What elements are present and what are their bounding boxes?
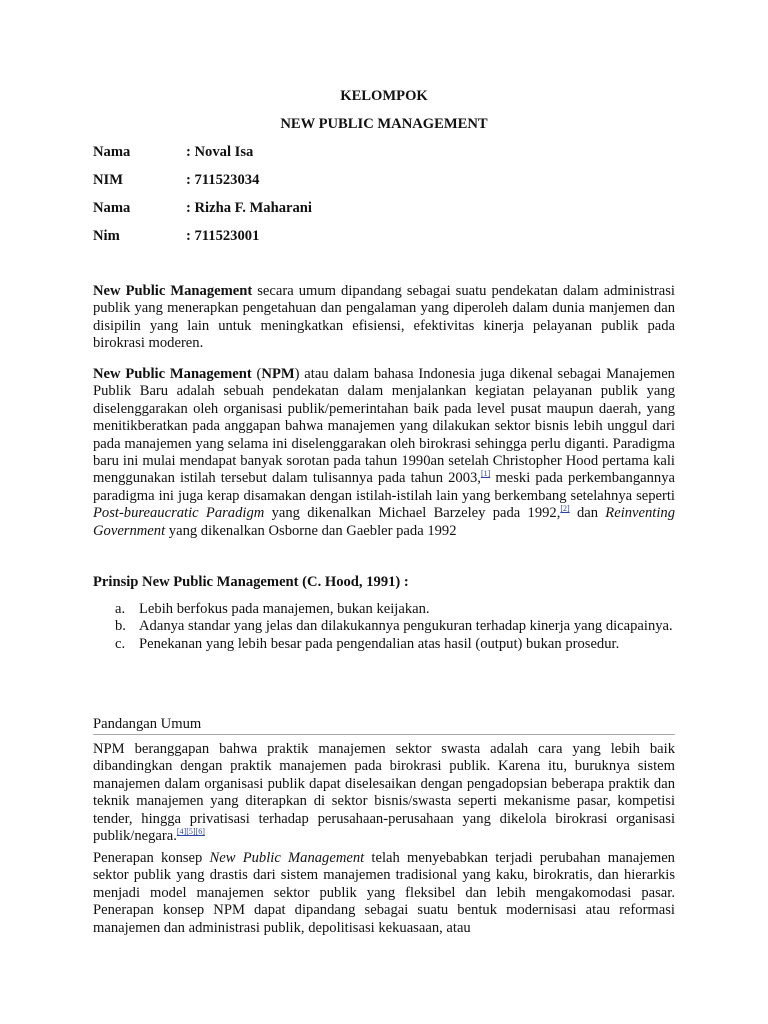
principles-list (93, 601, 675, 653)
section-heading: Pandangan Umum (93, 716, 675, 735)
implementation-paragraph (93, 850, 675, 937)
list-item (93, 601, 675, 618)
paragraph-text: NPM beranggapan bahwa praktik manajemen sektor swasta adalah cara yang lebih baik dibandingkan dengan praktik manajemen pada birokrasi publik. Karena itu, buruknya sistem manajemen dalam organisasi publik dapat diselesaikan dengan pengadopsian beberapa praktik dan teknik manajemen yang diterapkan di sektor bisnis/swasta seperti mekanisme pasar, kompetisi tender, hingga privatisasi terhadap perusahaan-perusahaan yang dikelola birokrasi organisasi publik/negara. (93, 741, 675, 845)
document-subtitle: NEW PUBLIC MANAGEMENT (280, 116, 488, 132)
footnote-links[interactable]: [4][5][6] (176, 827, 205, 837)
definition-paragraph: New Public Management (NPM) atau dalam bahasa Indonesia juga dikenal sebagai Manajemen Publik Baru adalah sebuah pendekatan dalam menjalankan kegiatan pelayanan publik yang diselenggarakan oleh organisasi publik/pemerintahan baik pada level pusat maupun daerah, yang menitikberatkan pada anggapan bahwa manajemen yang dilakukan sektor bisnis lebih unggul dari pada manajemen yang selama ini diselenggarakan oleh birokrasi sehingga perlu diganti. Paradigma baru ini mulai mendapat banyak sorotan pada tahun 1990an setelah Christopher Hood pertama kali menggunakan istilah tersebut dalam tulisannya pada tahun 2003,[1] meski pada perkembangannya paradigma ini juga kerap disamakan dengan istilah-istilah lain yang berkembang setelahnya seperti Post-bureaucratic Paradigm yang dikenalkan Michael Barzeley pada 1992,[2] dan Reinventing Government yang dikenalkan Osborne dan Gaebler pada 1992 (93, 366, 675, 539)
npm-abbreviation: NPM (261, 366, 295, 382)
list-item (93, 636, 675, 653)
member-label: NIM (93, 172, 123, 188)
member-value: : Noval Isa (186, 144, 254, 160)
npm-term: New Public Management (93, 283, 253, 299)
member-row (93, 200, 312, 217)
member-label: Nim (93, 228, 120, 244)
member-value: : 711523001 (186, 228, 260, 244)
paragraph-text: dan (569, 505, 606, 522)
list-item (93, 618, 675, 635)
list-marker: b. (115, 618, 126, 635)
paragraph-text: secara umum dipandang sebagai suatu pendekatan dalam administrasi publik yang menerapkan pengetahuan dan pengalaman yang diperoleh dalam dunia manjemen dan disipilin yang lain untuk meningkatkan efisiensi, efektivitas kinerja pelayanan publik pada birokrasi moderen. (93, 283, 675, 352)
paragraph-text: meski pada perkembangannya paradigma ini juga kerap disamakan dengan istilah-istilah lain yang berkembang setelahnya seperti (93, 470, 675, 504)
intro-paragraph (93, 283, 675, 353)
member-value: : Rizha F. Maharani (186, 200, 312, 216)
paragraph-text: Penerapan konsep (93, 850, 210, 866)
document-title: KELOMPOK (340, 88, 428, 104)
italic-term: Post-bureaucratic Paradigm (93, 505, 265, 522)
npm-term: New Public Management (93, 366, 252, 382)
list-item-text: Penekanan yang lebih besar pada pengendalian atas hasil (output) bukan prosedur. (139, 635, 620, 652)
list-item-text: Lebih berfokus pada manajemen, bukan keijakan. (139, 601, 430, 617)
paragraph-text: atau dalam bahasa Indonesia juga dikenal sebagai Manajemen Publik Baru adalah sebuah pendekatan dalam menjalankan kegiatan pelayanan publik yang diselenggarakan oleh organisasi publik/pemerintahan baik pada level pusat maupun daerah, yang menitikberatkan pada anggapan bahwa manajemen yang dilakukan sektor bisnis lebih unggul dari pada manajemen yang selama ini diselenggarakan oleh birokrasi sehingga perlu diganti. Paradigma baru ini mulai mendapat banyak sorotan pada tahun 1990an setelah Christopher Hood pertama kali menggunakan istilah tersebut dalam tulisannya pada tahun 2003, (93, 366, 675, 487)
list-marker: a. (115, 601, 126, 617)
list-marker: c. (115, 635, 126, 652)
footnote-link-2[interactable]: [2] (560, 504, 570, 514)
principles-heading: Prinsip New Public Management (C. Hood, 1991) : (93, 574, 409, 590)
paragraph-text: yang dikenalkan Osborne dan Gaebler pada 1992 (165, 522, 457, 539)
paragraph-text: telah menyebabkan terjadi perubahan manajemen sektor publik yang drastis dari sistem manajemen tradisional yang kaku, birokratis, dan hierarkis menjadi model manajemen sektor publik yang fleksibel dan lebih mengakomodasi pasar. Penerapan konsep NPM dapat dipandang sebagai suatu bentuk modernisasi atau reformasi manajemen dan administrasi publik, depolitisasi kekuasaan, atau (93, 850, 675, 936)
member-label: Nama (93, 144, 131, 160)
paragraph-text: yang dikenalkan Michael Barzeley pada 1992, (264, 505, 561, 522)
member-row (93, 144, 253, 161)
overview-paragraph (93, 741, 675, 845)
list-item-text: Adanya standar yang jelas dan dilakukannya pengukuran terhadap kinerja yang dicapainya. (139, 618, 673, 635)
footnote-link-1[interactable]: [1] (480, 469, 491, 479)
italic-term: Reinventing Government (93, 505, 675, 539)
member-row (93, 172, 259, 189)
member-label: Nama (93, 200, 131, 216)
member-value: : 711523034 (186, 172, 260, 188)
italic-term: New Public Management (209, 850, 365, 866)
member-row (93, 228, 259, 245)
